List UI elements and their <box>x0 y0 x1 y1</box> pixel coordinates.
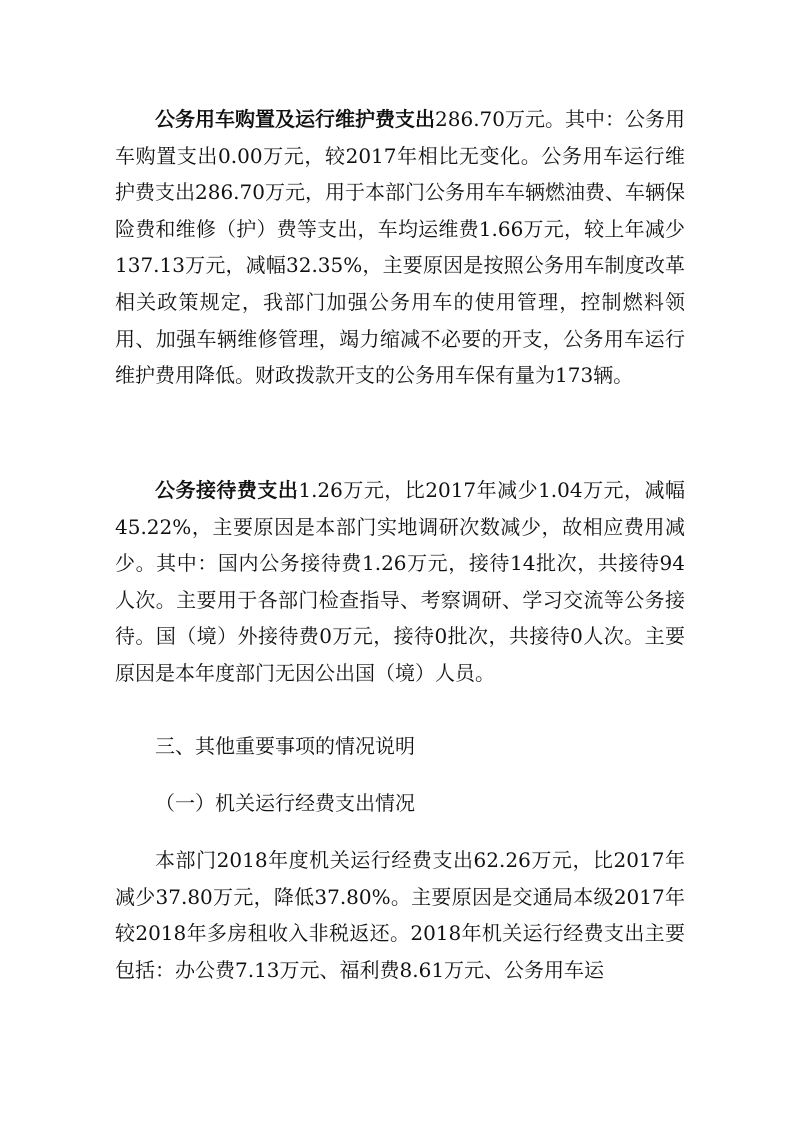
reception-expense-lead: 公务接待费支出 <box>155 478 299 502</box>
section-heading-other-matters: 三、其他重要事项的情况说明 <box>155 734 415 758</box>
vehicle-expense-text: 286.70万元。其中：公务用车购置支出0.00万元，较2017年相比无变化。公务用车运行维护费支出286.70万元，用于本部门公务用车车辆燃油费、车辆保险费和维修（护）费等支出，车均运维费1.66万元，较上年减少137.13万元，减幅32.35%，主要原因是按照公务用车制度改革相关政策规定，我部门加强公务用车的使用管理，控制燃料领用、加强车辆维修管理，竭力缩减不必要的开支，公务用车运行维护费用降低。财政拨款开支的公务用车保有量为173辆。 <box>115 107 686 388</box>
operation-expense-paragraph <box>115 842 685 988</box>
reception-expense-paragraph <box>115 472 685 692</box>
subsection-heading-operation-expense: （一）机关运行经费支出情况 <box>155 791 415 815</box>
reception-expense-text: 1.26万元，比2017年减少1.04万元，减幅45.22%，主要原因是本部门实地调研次数减少，故相应费用减少。其中：国内公务接待费1.26万元，接待14批次，共接待94人次。主要用于各部门检查指导、考察调研、学习交流等公务接待。国（境）外接待费0万元，接待0批次，共接待0人次。主要原因是本年度部门无因公出国（境）人员。 <box>115 478 685 685</box>
vehicle-expense-paragraph <box>115 101 685 394</box>
operation-expense-text: 本部门2018年度机关运行经费支出62.26万元，比2017年减少37.80万元，降低37.80%。主要原因是交通局本级2017年较2018年多房租收入非税返还。2018年机关运行经费支出主要包括：办公费7.13万元、福利费8.61万元、公务用车运 <box>115 848 685 982</box>
vehicle-expense-lead: 公务用车购置及运行维护费支出 <box>155 107 436 131</box>
